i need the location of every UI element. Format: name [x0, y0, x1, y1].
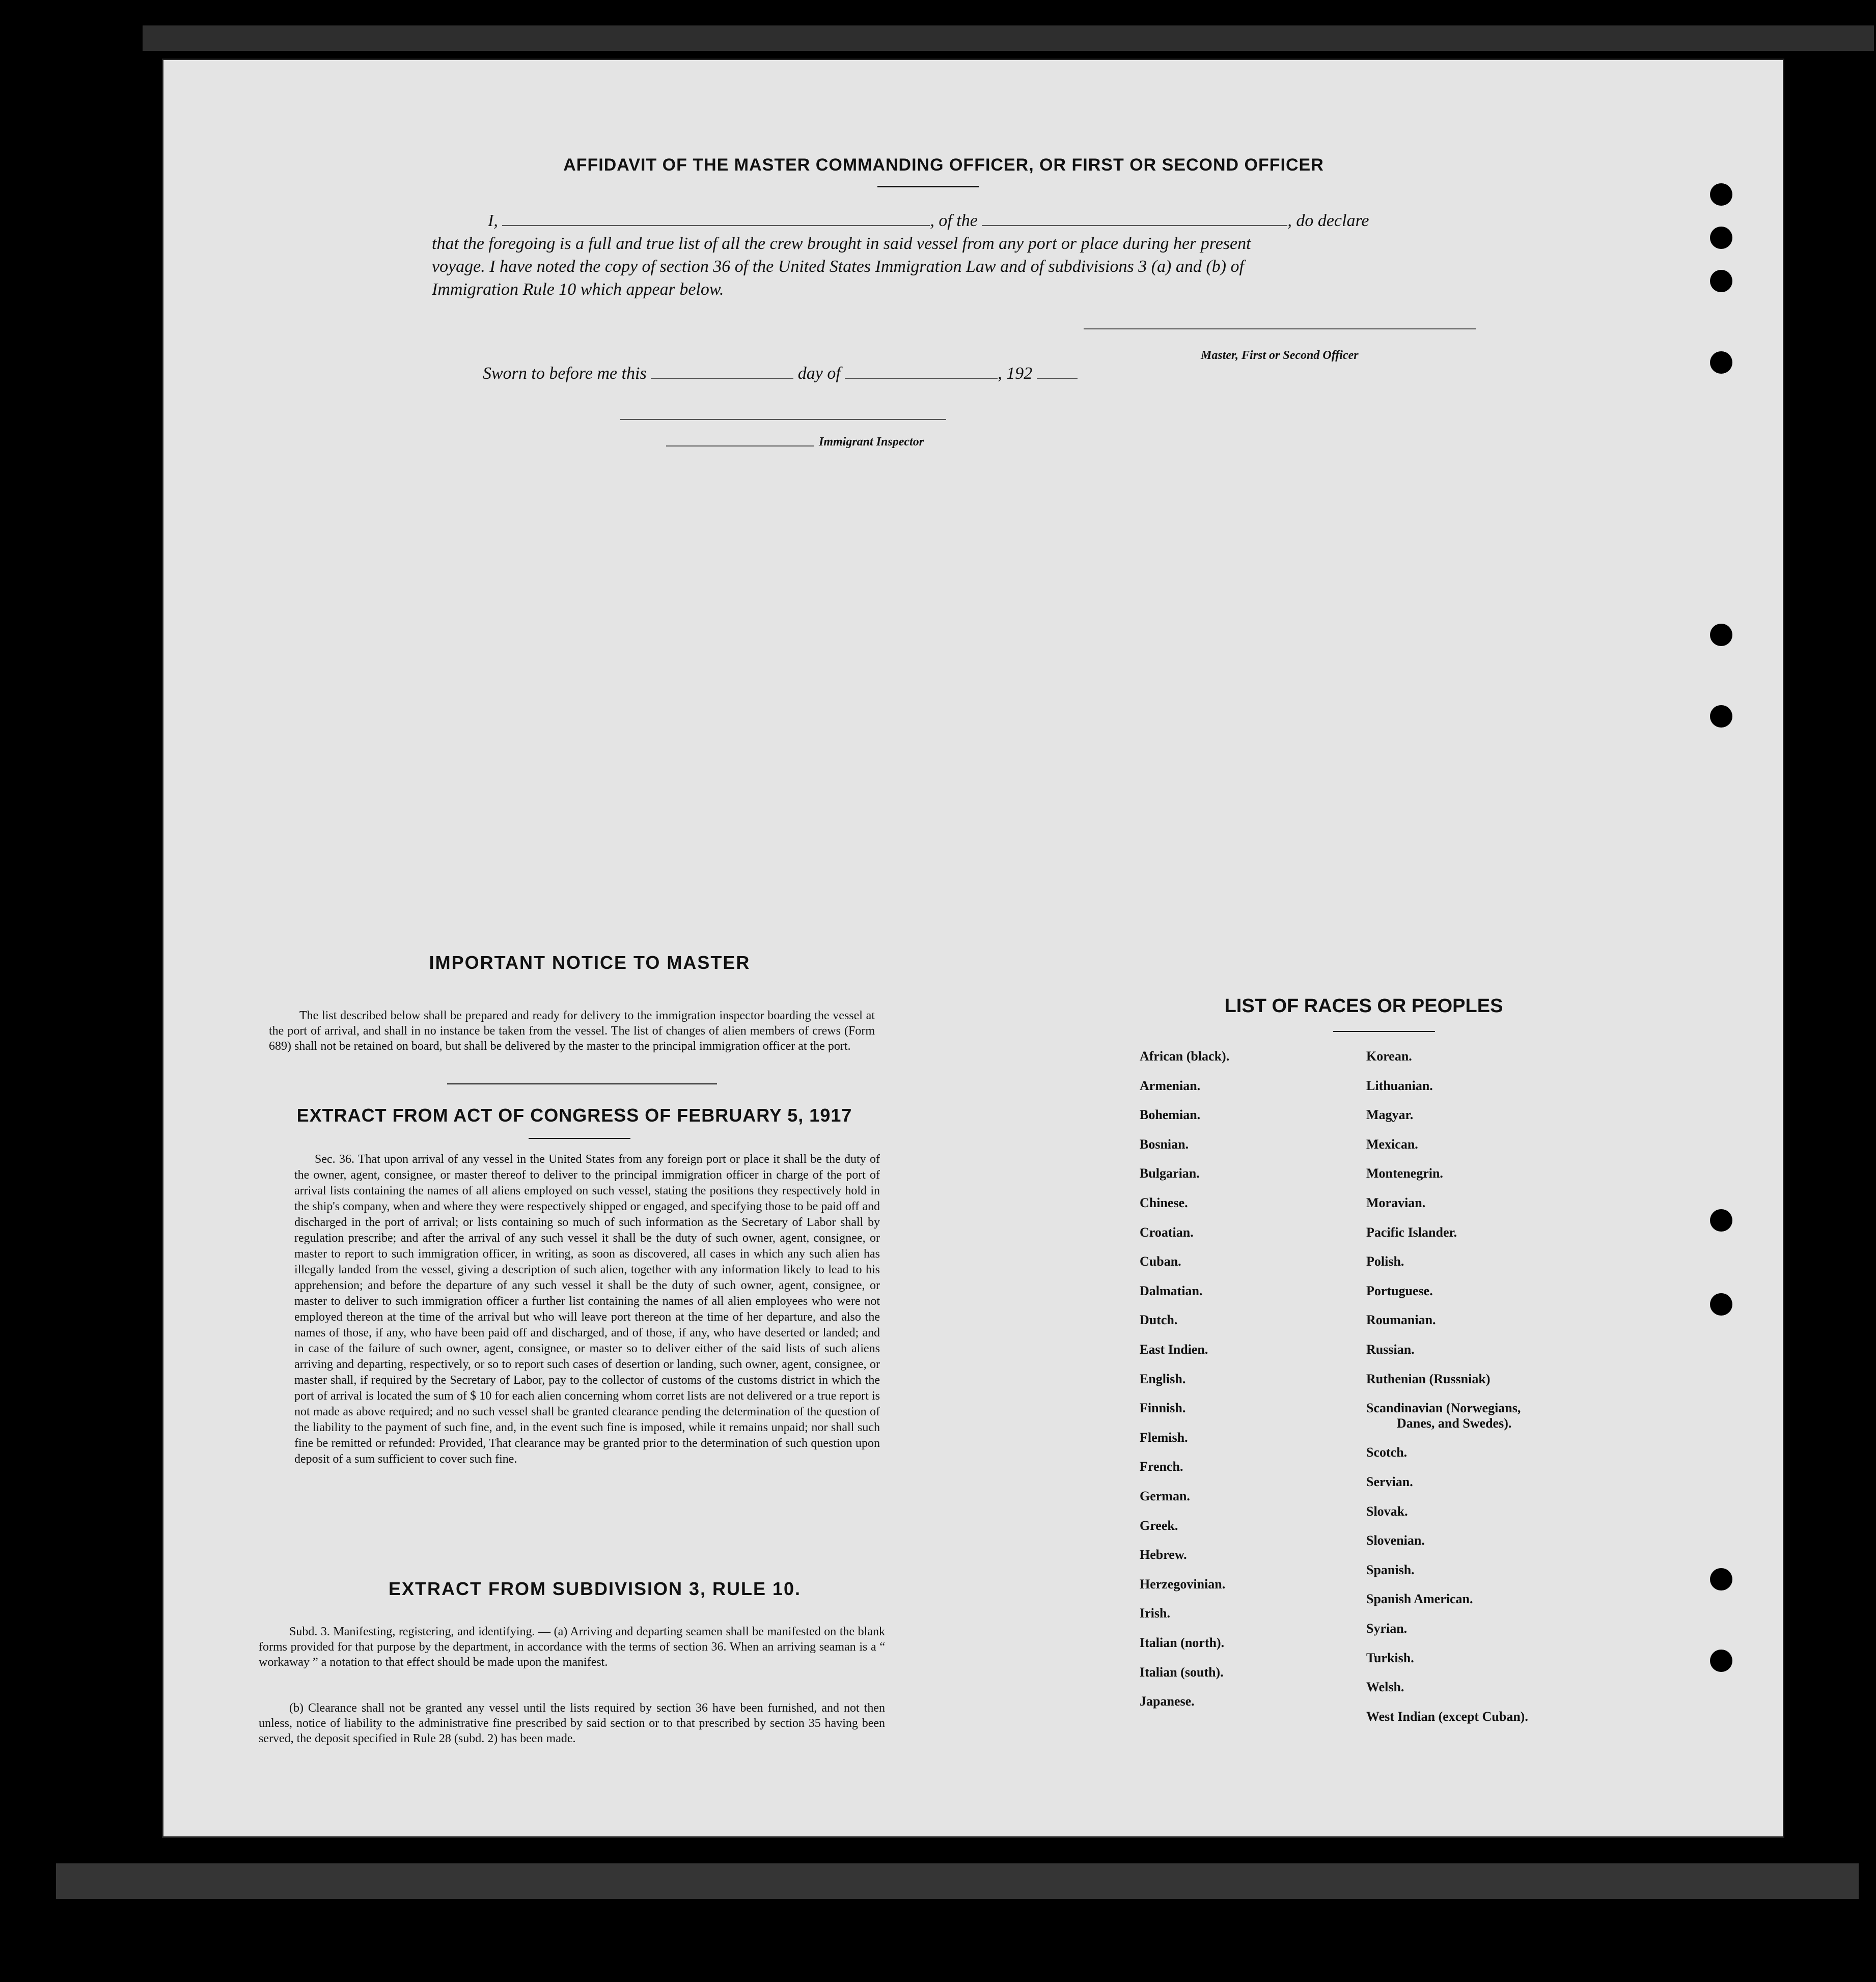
race-item-right: Magyar. — [1366, 1107, 1414, 1123]
rule-text-b: (b) Clearance shall not be granted any vessel until the lists required by section 36 have been furnished, and not then unless, notice of liability to the administrative fine prescribed by said section or to that prescribed by section 35 having been served, the deposit specified in Rule 28 (subd. 2) has been made. — [259, 1701, 885, 1745]
race-item-left: German. — [1140, 1489, 1190, 1503]
act-rule — [529, 1138, 630, 1139]
race-item-left: Flemish. — [1140, 1430, 1188, 1445]
film-strip-bottom — [56, 1863, 1859, 1899]
race-item-left: Bulgarian. — [1140, 1166, 1200, 1181]
race-item-right: Turkish. — [1366, 1650, 1414, 1665]
affidavit-declare: , do declare — [1287, 211, 1369, 230]
races-rule — [1333, 1031, 1435, 1032]
punch-hole — [1710, 351, 1732, 374]
race-item-left: Armenian. — [1140, 1078, 1201, 1093]
act-text: Sec. 36. That upon arrival of any vessel in the United States from any foreign port or place it shall be the duty of the owner, agent, consignee, or master thereof to deliver to the principal immigration officer in charge of the port of arrival lists containing the names of all aliens employed on such vessel, stating the positions they respectively hold in the ship's company, when and where they were respectively shipped or engaged, and specifying those to be paid off and discharged in the port of arrival; or lists containing so much of such information as the Secretary of Labor shall by regulation prescribe; and after the arrival of any such vessel it shall be the duty of such owner, agent, consignee, or master to report to such immigration officer, in writing, as soon as discovered, all cases in which any such alien has illegally landed from the vessel, giving a description of such alien, together with any information likely to lead to his apprehension; and before the departure of any such vessel it shall be the duty of such owner, agent, consignee, or master to deliver to such immigration officer a further list containing the names of all alien employees who were not employed thereon at the time of the arrival but who will leave port thereon at the time of her departure, and also the names of those, if any, who have been paid off and discharged, and of those, if any, who have deserted or landed; and in case of the failure of such owner, agent, consignee, or master so to deliver either of the said lists of such aliens arriving and departing, respectively, or so to report such cases of desertion or landing, such owner, agent, consignee, or master shall, if required by the Secretary of Labor, pay to the collector of customs of the customs district in which the port of arrival is located the sum of $ 10 for each alien concerning whom corret lists are not delivered or a true report is not made as above required; and no such vessel shall be granted clearance pending the determination of the question of the liability to the payment of such fine, and, in the event such fine is imposed, while it remains unpaid; nor shall such fine be remitted or refunded: Provided, That clearance may be granted prior to the determination of such question upon deposit of a sum sufficient to cover such fine. — [294, 1153, 880, 1466]
day-of-text: day of — [797, 364, 841, 383]
race-item-left: Greek. — [1140, 1518, 1178, 1533]
race-item-right: West Indian (except Cuban). — [1366, 1709, 1528, 1724]
race-item-left: Croatian. — [1140, 1224, 1194, 1240]
punch-hole — [1710, 183, 1732, 206]
race-item-right: Spanish American. — [1366, 1592, 1473, 1607]
sworn-text: Sworn to before me this — [483, 364, 647, 383]
punch-hole — [1710, 705, 1732, 728]
race-item-right: Spanish. — [1366, 1562, 1415, 1577]
race-item-left: East Indien. — [1140, 1342, 1208, 1357]
race-item-left: Japanese. — [1140, 1694, 1195, 1709]
race-item-left: Finnish. — [1140, 1401, 1186, 1416]
sworn-year-field[interactable] — [1037, 378, 1078, 379]
race-item-right: Scandinavian (Norwegians, — [1366, 1401, 1521, 1416]
vessel-field[interactable] — [982, 225, 1287, 226]
race-item-left: African (black). — [1140, 1049, 1230, 1064]
inspector-label: Immigrant Inspector — [819, 435, 924, 449]
act-title: EXTRACT FROM ACT OF CONGRESS OF FEBRUARY 5, 1917 — [296, 1105, 852, 1126]
race-item-right: Syrian. — [1366, 1621, 1408, 1636]
rule-title: EXTRACT FROM SUBDIVISION 3, RULE 10. — [388, 1578, 802, 1599]
year-text: , 192 — [998, 364, 1033, 383]
race-item-left: Irish. — [1140, 1606, 1170, 1621]
race-item-right: Polish. — [1366, 1254, 1404, 1269]
inspector-line-2[interactable] — [666, 445, 814, 446]
race-item-left: Bohemian. — [1140, 1107, 1201, 1123]
race-item-right: Scotch. — [1366, 1445, 1408, 1460]
race-item-left: English. — [1140, 1371, 1186, 1386]
notice-text: The list described below shall be prepared and ready for delivery to the immigration inspector boarding the vessel at the port of arrival, and shall in no instance be taken from the vessel. The list of changes of alien members of crews (Form 689) shall not be retained on board, but shall be delivered by the master to the principal immigration officer at the port. — [269, 1009, 875, 1053]
race-item-right: Roumanian. — [1366, 1313, 1436, 1328]
race-item-right: Ruthenian (Russniak) — [1366, 1371, 1491, 1386]
affidavit-of-the: , of the — [930, 211, 978, 230]
affidavit-i: I, — [488, 211, 498, 230]
race-item-left: Italian (north). — [1140, 1635, 1225, 1650]
punch-hole — [1710, 1293, 1732, 1316]
race-item-left: Italian (south). — [1140, 1664, 1224, 1680]
race-item-right: Mexican. — [1366, 1136, 1418, 1152]
punch-hole — [1710, 227, 1732, 249]
notice-rule — [447, 1083, 717, 1084]
race-item-right: Servian. — [1366, 1474, 1413, 1489]
race-item-right: Welsh. — [1366, 1680, 1404, 1695]
sworn-month-field[interactable] — [845, 378, 998, 379]
sworn-day-field[interactable] — [651, 378, 793, 379]
race-item-left: Dalmatian. — [1140, 1283, 1203, 1298]
title-rule — [877, 186, 979, 187]
race-item-left: Dutch. — [1140, 1313, 1178, 1328]
race-item-right: Moravian. — [1366, 1195, 1426, 1210]
races-title: LIST OF RACES OR PEOPLES — [1224, 995, 1503, 1017]
race-item-right: Slovenian. — [1366, 1533, 1425, 1548]
master-signature-label: Master, First or Second Officer — [1201, 349, 1359, 362]
race-item-right: Pacific Islander. — [1366, 1224, 1457, 1240]
race-item-right: Slovak. — [1366, 1503, 1408, 1519]
race-item-left: Hebrew. — [1140, 1547, 1187, 1562]
master-signature-line[interactable] — [1084, 328, 1476, 329]
affidavit-line1 — [488, 211, 1659, 231]
sworn-line — [483, 364, 1247, 383]
race-item-left: Herzegovinian. — [1140, 1576, 1226, 1592]
punch-hole — [1710, 624, 1732, 646]
race-item-left: Chinese. — [1140, 1195, 1188, 1210]
punch-hole — [1710, 1650, 1732, 1672]
race-item-right: Lithuanian. — [1366, 1078, 1433, 1093]
punch-hole — [1710, 270, 1732, 292]
race-item-right: Portuguese. — [1366, 1283, 1433, 1298]
race-item-right: Montenegrin. — [1366, 1166, 1443, 1181]
affidavit-line3: voyage. I have noted the copy of section 36 of the United States Immigration Law and of subdivisions 3 (a) and (b) of — [432, 257, 1244, 276]
race-item-right: Korean. — [1366, 1049, 1412, 1064]
race-item-left: French. — [1140, 1459, 1183, 1474]
race-item-right: Danes, and Swedes). — [1397, 1415, 1512, 1431]
affidavit-title: AFFIDAVIT OF THE MASTER COMMANDING OFFICER, OR FIRST OR SECOND OFFICER — [563, 155, 1324, 175]
film-strip-top — [143, 25, 1874, 51]
notice-title: IMPORTANT NOTICE TO MASTER — [429, 952, 751, 973]
punch-hole — [1710, 1568, 1732, 1590]
document-page — [162, 59, 1784, 1838]
inspector-line-1[interactable] — [620, 419, 946, 420]
race-item-left: Cuban. — [1140, 1254, 1181, 1269]
affidavit-line2: that the foregoing is a full and true list of all the crew brought in said vessel from any port or place during her present — [432, 234, 1251, 253]
punch-hole — [1710, 1209, 1732, 1232]
race-item-left: Bosnian. — [1140, 1136, 1189, 1152]
name-field[interactable] — [502, 225, 930, 226]
rule-text-a: Subd. 3. Manifesting, registering, and identifying. — (a) Arriving and departing seamen shall be manifested on the blank forms provided for that purpose by the department, in accordance with the terms of section 36. When an arriving seaman is a “ workaway ” a notation to that effect should be made upon the manifest. — [259, 1625, 885, 1669]
affidavit-line4: Immigration Rule 10 which appear below. — [432, 280, 724, 299]
race-item-right: Russian. — [1366, 1342, 1415, 1357]
